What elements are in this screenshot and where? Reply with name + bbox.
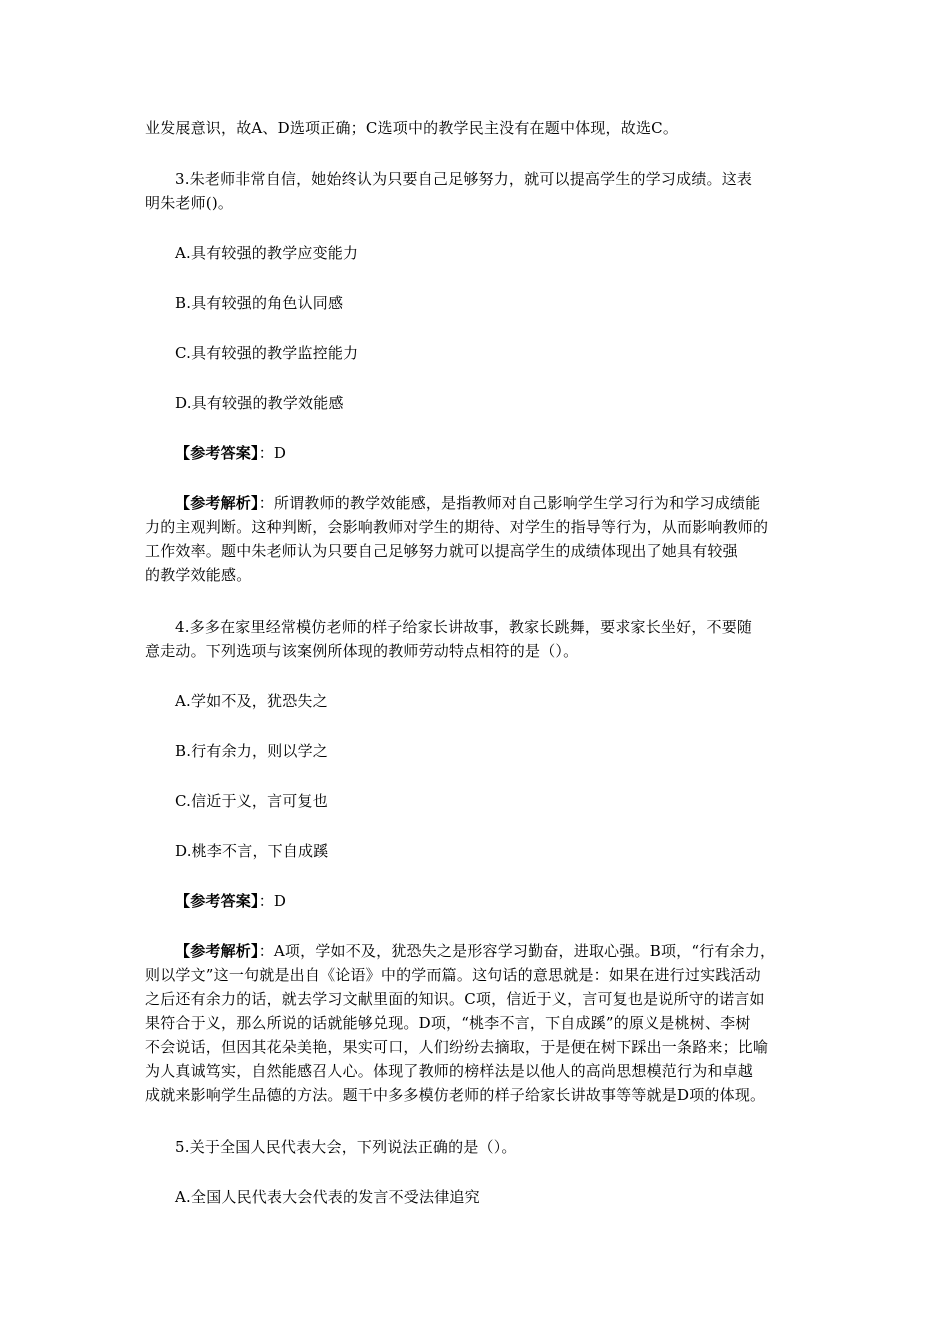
q4-option-d: D.桃李不言，下自成蹊 — [175, 842, 329, 860]
q4-analysis-line5: 不会说话，但因其花朵美艳，果实可口，人们纷纷去摘取，于是便在树下踩出一条路来；比喻 — [145, 1038, 769, 1056]
q4-option-c: C.信近于义，言可复也 — [175, 792, 328, 810]
q4-analysis-line2: 则以学文”这一句就是出自《论语》中的学而篇。这句话的意思就是：如果在进行过实践活动 — [145, 966, 761, 984]
q3-analysis-text1: ：所谓教师的教学效能感，是指教师对自己影响学生学习行为和学习成绩能 — [258, 494, 761, 512]
q3-analysis-line3: 工作效率。题中朱老师认为只要自己足够努力就可以提高学生的成绩体现出了她具有较强 — [145, 542, 738, 560]
q3-option-c: C.具有较强的教学监控能力 — [175, 344, 359, 362]
q4-option-a: A.学如不及，犹恐失之 — [175, 692, 328, 710]
q4-stem-line1: 4.多多在家里经常模仿老师的样子给家长讲故事，教家长跳舞，要求家长坐好，不要随 — [175, 618, 753, 636]
q4-answer-label: 【参考答案】 — [175, 892, 259, 910]
q5-option-a: A.全国人民代表大会代表的发言不受法律追究 — [175, 1188, 480, 1206]
q4-answer-value: ：D — [258, 892, 287, 910]
q4-analysis-line3: 之后还有余力的话，就去学习文献里面的知识。C项，信近于义，言可复也是说所守的诺言如 — [145, 990, 765, 1008]
q5-stem-line1: 5.关于全国人民代表大会，下列说法正确的是（）。 — [175, 1138, 517, 1156]
q3-option-a: A.具有较强的教学应变能力 — [175, 244, 359, 262]
q3-option-b: B.具有较强的角色认同感 — [175, 294, 344, 312]
q4-analysis-line6: 为人真诚笃实，自然能感召人心。体现了教师的榜样法是以他人的高尚思想模范行为和卓越 — [145, 1062, 754, 1080]
q4-stem-line2: 意走动。下列选项与该案例所体现的教师劳动特点相符的是（）。 — [145, 642, 579, 660]
q3-analysis-line1 — [175, 492, 855, 514]
q3-stem-line1: 3.朱老师非常自信，她始终认为只要自己足够努力，就可以提高学生的学习成绩。这表 — [175, 170, 753, 188]
q4-analysis-label: 【参考解析】 — [175, 942, 259, 960]
q4-answer — [175, 890, 855, 912]
previous-analysis-tail: 业发展意识，故A、D选项正确；C选项中的教学民主没有在题中体现，故选C。 — [145, 119, 679, 137]
q3-answer-label: 【参考答案】 — [175, 444, 259, 462]
q3-analysis-line2: 力的主观判断。这种判断，会影响教师对学生的期待、对学生的指导等行为，从而影响教师的 — [145, 518, 769, 536]
q3-analysis-line4: 的教学效能感。 — [145, 566, 252, 584]
q3-option-d: D.具有较强的教学效能感 — [175, 394, 344, 412]
q4-analysis-line7: 成就来影响学生品德的方法。题干中多多模仿老师的样子给家长讲故事等等就是D项的体现。 — [145, 1086, 766, 1104]
q4-option-b: B.行有余力，则以学之 — [175, 742, 328, 760]
q3-answer-value: ：D — [258, 444, 287, 462]
q3-stem-line2: 明朱老师()。 — [145, 194, 234, 212]
q3-analysis-label: 【参考解析】 — [175, 494, 259, 512]
q4-analysis-text1: ：A项，学如不及，犹恐失之是形容学习勤奋，进取心强。B项，“行有余力， — [258, 942, 776, 960]
q4-analysis-line4: 果符合于义，那么所说的话就能够兑现。D项，“桃李不言，下自成蹊”的原义是桃树、李树 — [145, 1014, 751, 1032]
q4-analysis-line1 — [175, 940, 855, 962]
q3-answer — [175, 442, 855, 464]
